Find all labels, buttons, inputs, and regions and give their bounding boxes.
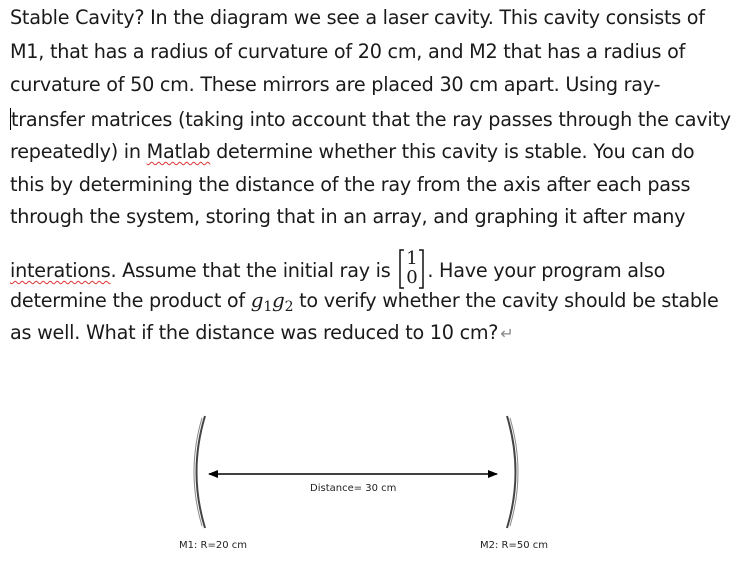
spellcheck-word-interations[interactable]: interations [10,259,111,282]
distance-label: Distance= 30 cm [310,483,397,494]
matrix-top-value: 1 [406,248,418,269]
math-g2: g [272,288,285,312]
line-text: . Assume that the initial ray is [110,259,397,282]
math-sub-1: 1 [263,299,273,315]
line-text: to verify whether the cavity should be stable [293,289,719,312]
line-text: M1, that has a radius of curvature of 20 cm, and M2 that has a radius of [10,40,686,63]
m1-label: M1: R=20 cm [179,540,248,551]
line-text: through the system, storing that in an array, and graphing it after many [10,205,686,228]
line-text: repeatedly) in [10,140,147,163]
spellcheck-word-matlab[interactable]: Matlab [146,140,211,163]
line-text: . Have your program also [427,259,666,282]
mirror-m1-icon [194,416,205,528]
line-text: Stable Cavity? In the diagram we see a laser cavity. This cavity consists of [10,6,705,29]
paragraph-return-icon: ↵ [500,324,514,343]
line-text: determine whether this cavity is stable. You can do [210,140,695,163]
math-sub-2: 2 [284,299,294,315]
line-text: transfer matrices (taking into account that the ray passes through the cavity [11,108,731,131]
m2-label: M2: R=50 cm [480,540,549,551]
line-text: curvature of 50 cm. These mirrors are placed 30 cm apart. Using ray- [10,73,661,96]
mirror-m2-icon [507,416,518,528]
line-text: this by determining the distance of the ray from the axis after each pass [10,173,691,196]
line-text: as well. What if the distance was reduced to 10 cm? [10,321,499,344]
math-g1: g [250,288,264,312]
line-text: determine the product of [10,289,251,312]
matrix-bottom-value: 0 [406,267,418,288]
